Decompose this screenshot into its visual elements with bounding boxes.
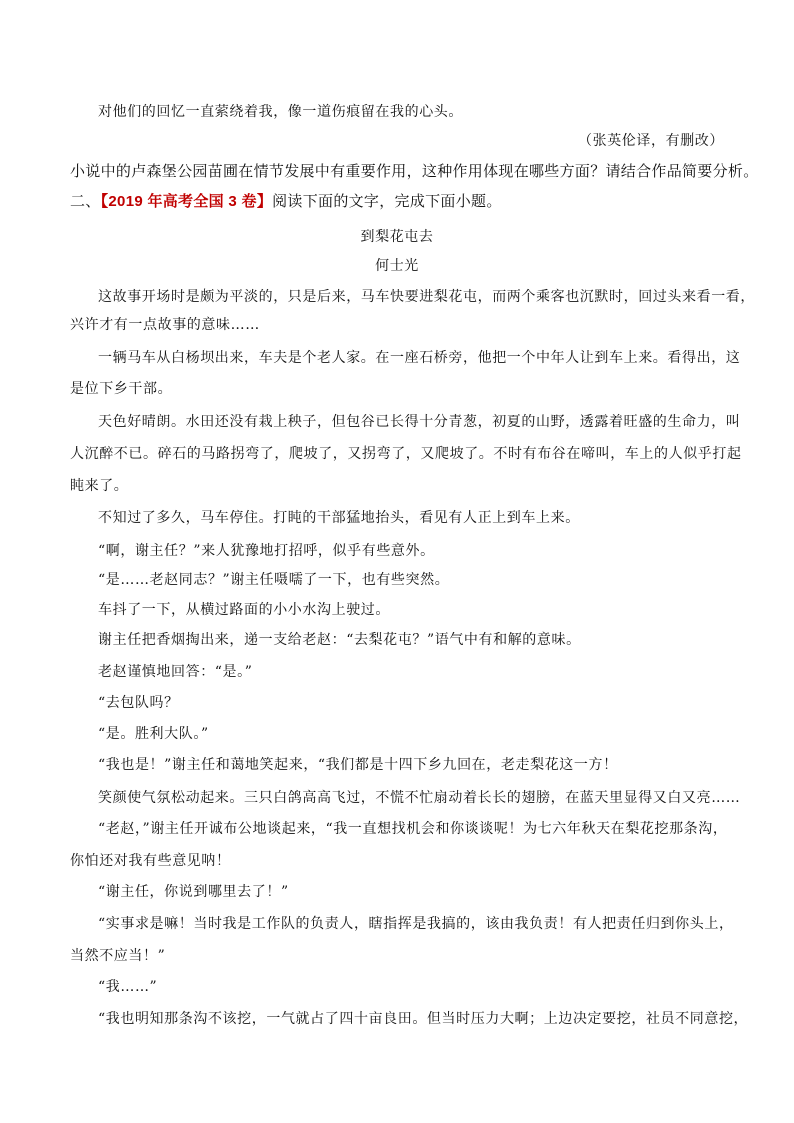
story-line: 一辆马车从白杨坝出来，车夫是个老人家。在一座石桥旁，他把一个中年人让到车上来。看得出，这	[98, 350, 741, 366]
story-line: 笑颜使气氛松动起来。三只白鸽高高飞过，不慌不忙扇动着长长的翅膀，在蓝天里显得又白又亮……	[98, 790, 741, 806]
story-line: 这故事开场时是颇为平淡的，只是后来，马车快要进梨花屯，而两个乘客也沉默时，回过头来看一看，	[98, 289, 755, 305]
story-line: 人沉醉不已。碎石的马路拐弯了，爬坡了，又拐弯了，又爬坡了。不时有布谷在啼叫，车上的人似乎打起	[70, 446, 742, 462]
section-instruction: 阅读下面的文字，完成下面小题。	[272, 193, 502, 210]
story-closing-line: 对他们的回忆一直萦绕着我，像一道伤痕留在我的心头。	[98, 104, 463, 120]
story-line: “是……老赵同志？”谢主任嗫嚅了一下，也有些突然。	[98, 572, 450, 588]
story-line: 谢主任把香烟掏出来，递一支给老赵：“去梨花屯？”语气中有和解的意味。	[98, 632, 581, 648]
story-line: 是位下乡干部。	[70, 381, 173, 397]
story-line: “我……”	[98, 979, 158, 995]
story-line: “啊，谢主任？”来人犹豫地打招呼，似乎有些意外。	[98, 543, 435, 559]
section-number: 二、	[70, 193, 101, 210]
story-line: “去包队吗？	[98, 695, 179, 711]
question-text: 小说中的卢森堡公园苗圃在情节发展中有重要作用，这种作用体现在哪些方面？请结合作品简要分析。	[70, 163, 759, 180]
story-line: “是。胜利大队。”	[98, 726, 209, 742]
story-line: 当然不应当！”	[70, 948, 166, 964]
story-line: 你怕还对我有些意见呐！	[70, 853, 231, 869]
story-line: “我也是！”谢主任和蔼地笑起来，“我们都是十四下乡九回在，老走梨花这一方！	[98, 757, 618, 773]
story-line: “实事求是嘛！当时我是工作队的负责人，瞎指挥是我搞的，该由我负责！有人把责任归到你头上，	[98, 916, 734, 932]
story-line: 车抖了一下，从横过路面的小小水沟上驶过。	[98, 602, 390, 618]
story-line: 不知过了多久，马车停住。打盹的干部猛地抬头，看见有人正上到车上来。	[98, 510, 580, 526]
section-heading	[70, 191, 724, 213]
story-line: 老赵谨慎地回答：“是。”	[98, 664, 253, 680]
exam-source-tag: 【2019 年高考全国 3 卷】	[100, 193, 273, 210]
translation-attribution: （张英伦译，有删改）	[578, 133, 724, 149]
story-line: 天色好晴朗。水田还没有栽上秧子，但包谷已长得十分青葱，初夏的山野，透露着旺盛的生命力，叫	[98, 414, 741, 430]
story-line: “我也明知那条沟不该挖，一气就占了四十亩良田。但当时压力大啊；上边决定要挖，社员不同意挖，	[98, 1011, 749, 1027]
story-line: “谢主任，你说到哪里去了！”	[98, 884, 289, 900]
story-title: 到梨花屯去	[360, 229, 434, 245]
story-line: 盹来了。	[70, 478, 129, 494]
story-line: 兴许才有一点故事的意味……	[70, 317, 260, 333]
story-author: 何士光	[375, 258, 419, 274]
story-line: “老赵，”谢主任开诚布公地谈起来，“我一直想找机会和你谈谈呢！为七六年秋天在梨花挖那条沟，	[98, 821, 728, 837]
